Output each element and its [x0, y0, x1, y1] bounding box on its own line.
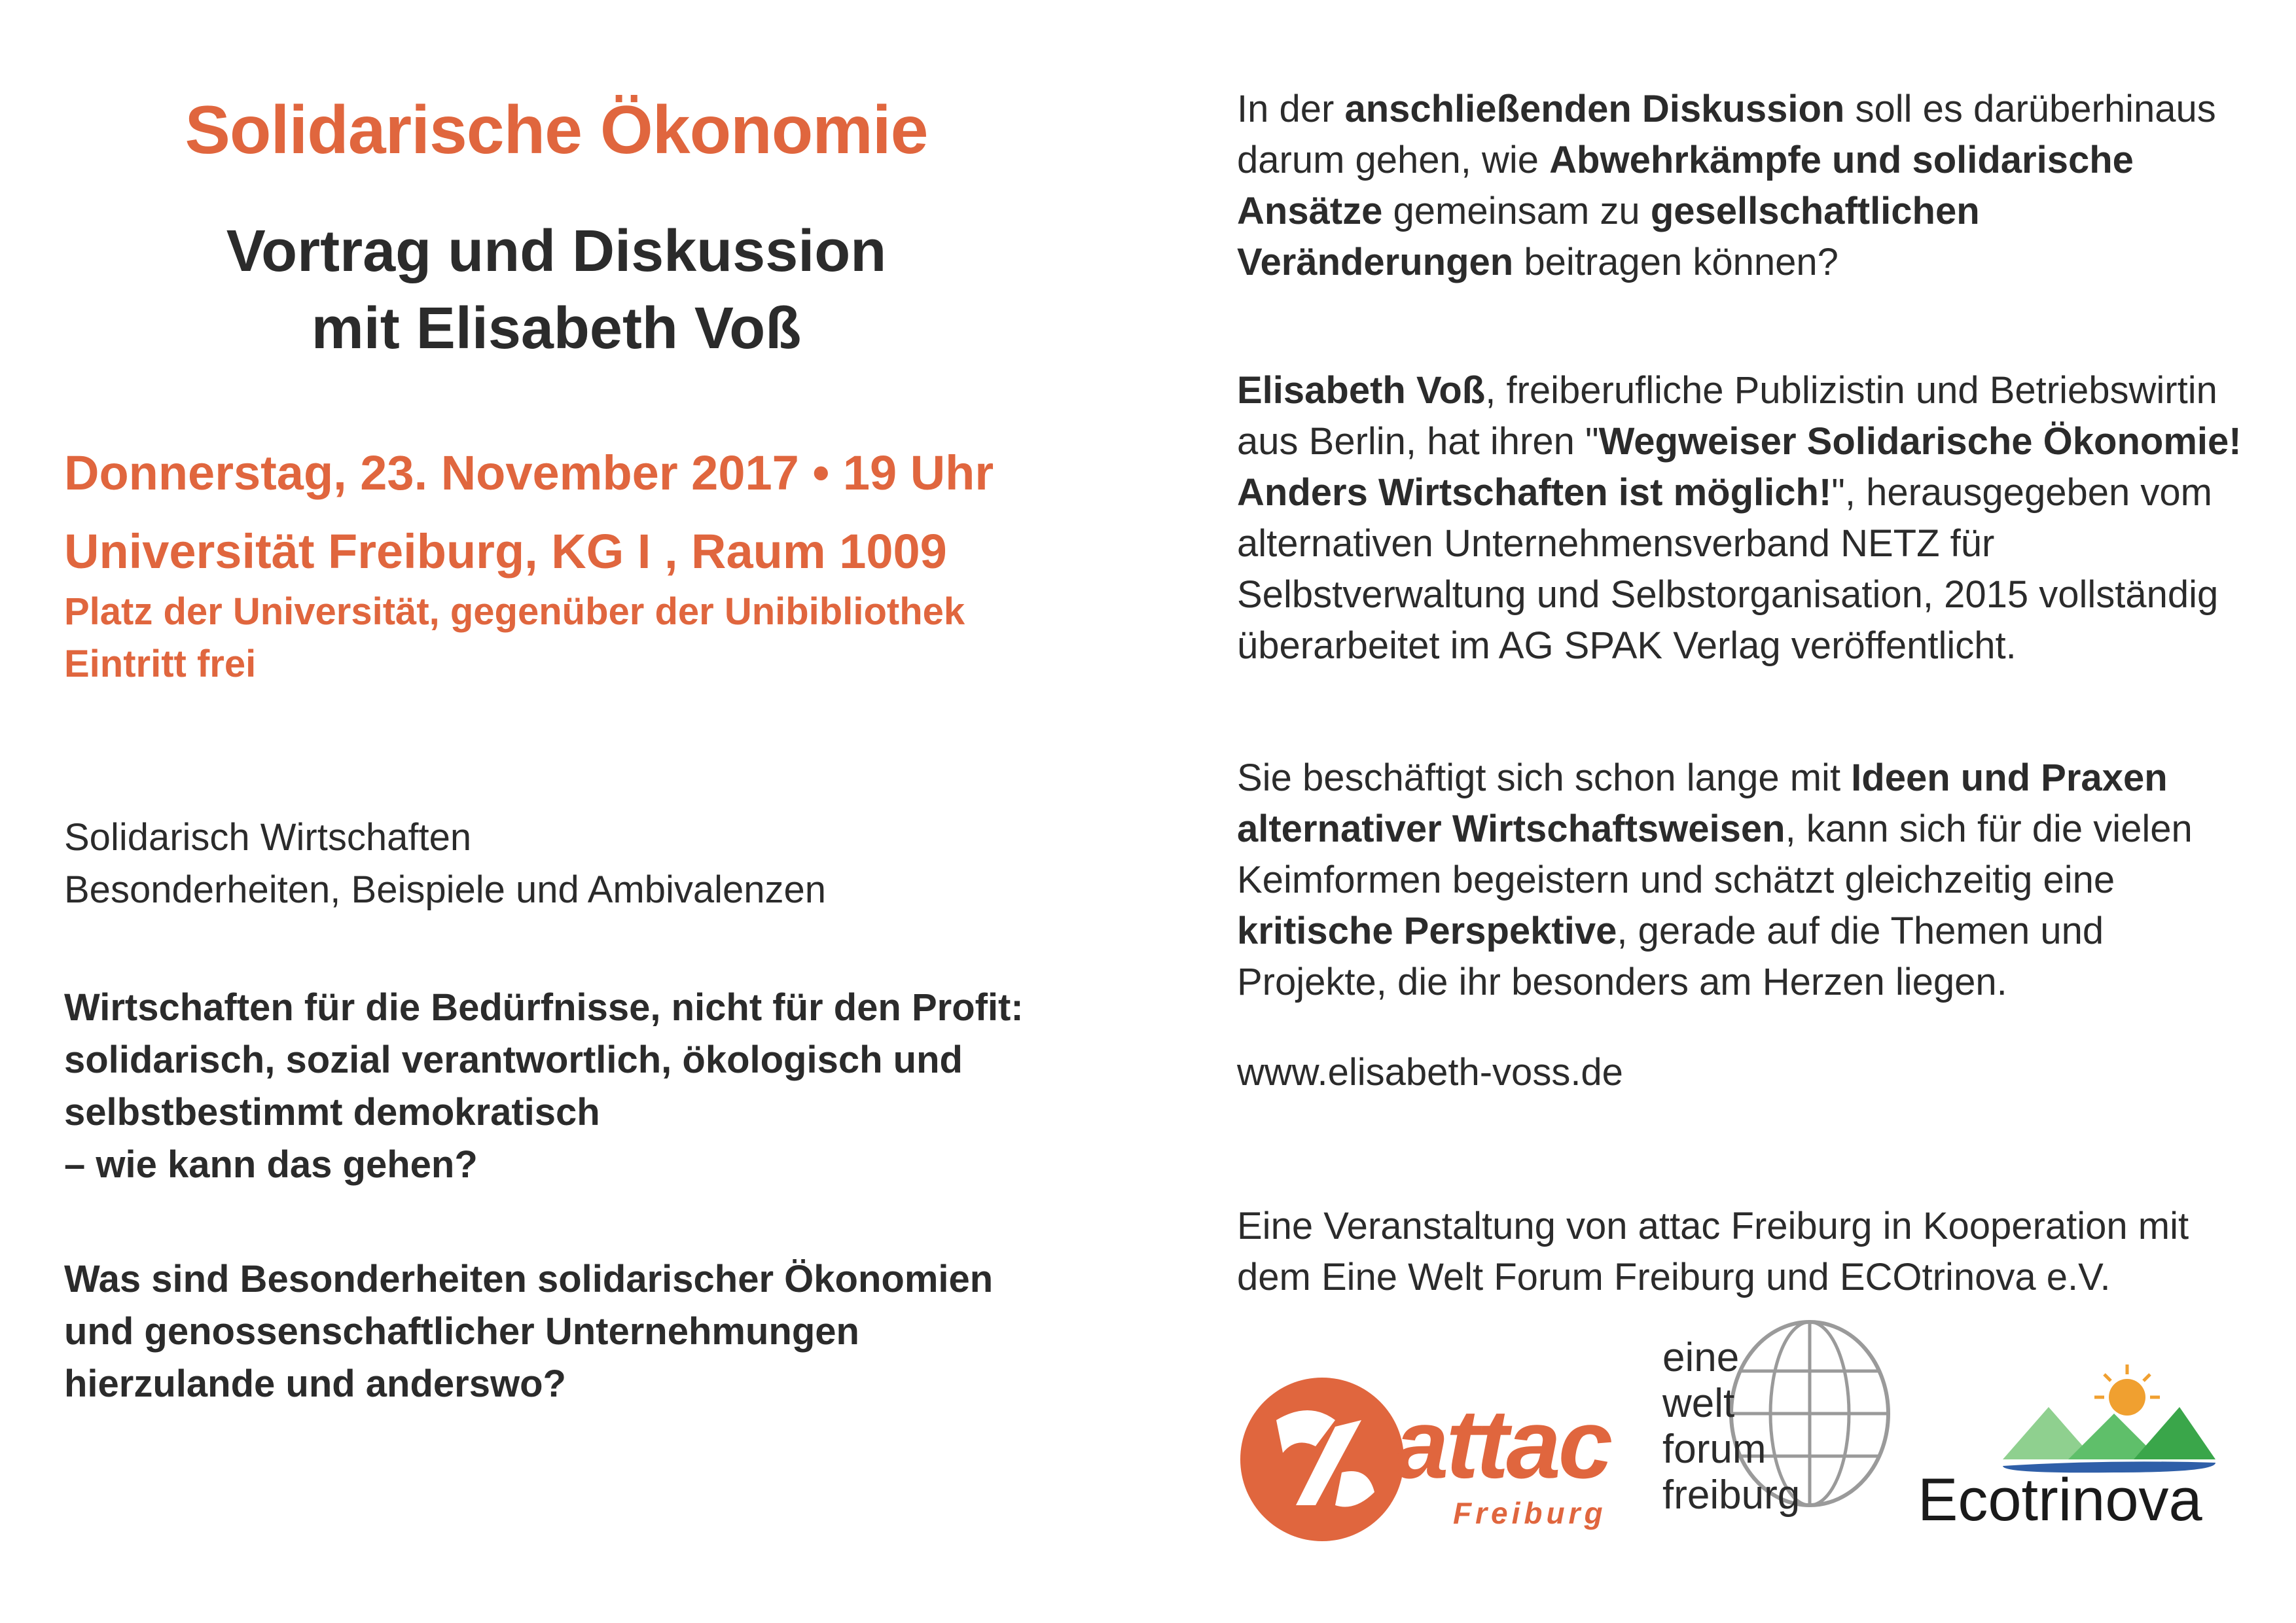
p2-bold-1: Elisabeth Voß [1237, 369, 1486, 412]
interest-paragraph [1237, 753, 2258, 1008]
p1-bold-2: Abwehrkämpfe und solidarische Ansätze [1237, 139, 2134, 232]
q1-line-4: – wie kann das gehen? [64, 1143, 478, 1186]
attac-city: Freiburg [1453, 1496, 1607, 1530]
p3-text-2: , kann sich für die vielen Keimformen begeistern und schätzt gleichzeitig eine [1237, 808, 2193, 901]
event-address: Platz der Universität, gegenüber der Unibibliothek [64, 590, 965, 633]
page-title: Solidarische Ökonomie [185, 92, 928, 168]
ewf-wordmark [1662, 1335, 1800, 1518]
ewf-line-3: forum [1662, 1427, 1767, 1472]
q2-line-2: und genossenschaftlicher Unternehmungen [64, 1310, 859, 1353]
q1-line-1: Wirtschaften für die Bedürfnisse, nicht für den Profit: [64, 986, 1024, 1029]
subtitle-line-2: mit Elisabeth Voß [311, 296, 802, 361]
eco-name: Ecotrinova [1918, 1467, 2202, 1533]
p1-text-1: In der [1237, 88, 1345, 130]
p1-text-3: gemeinsam zu [1382, 190, 1651, 232]
p1-bold-1: anschließenden Diskussion [1344, 88, 1845, 130]
ewf-line-4: freiburg [1662, 1472, 1801, 1518]
organizer-text: Eine Veranstaltung von attac Freiburg in Kooperation mit dem Eine Welt Forum Freiburg und ECOtrinova e.V. [1237, 1205, 2189, 1298]
event-place: Universität Freiburg, KG I , Raum 1009 [64, 524, 947, 579]
p3-bold-1: Ideen und Praxen alternativer Wirtschaftsweisen [1237, 757, 2168, 850]
p1-text-2: soll es darüberhinaus darum gehen, wie [1237, 88, 2216, 181]
event-entry: Eintritt frei [64, 643, 257, 685]
p2-text-1: , freiberufliche Publizistin und Betriebswirtin aus Berlin, hat ihren " [1237, 369, 2217, 463]
discussion-paragraph [1237, 84, 2258, 288]
p2-bold-2: Wegweiser Solidarische Ökonomie! Anders Wirtschaften ist möglich! [1237, 420, 2242, 514]
topic-line-1: Solidarisch Wirtschaften [64, 816, 472, 859]
speaker-paragraph [1237, 365, 2258, 671]
mountains-sun-icon [1918, 1361, 2219, 1479]
q2-line-3: hierzulande und anderswo? [64, 1363, 566, 1405]
topic-block [64, 812, 1111, 916]
subtitle [0, 213, 1113, 367]
question-block-1 [64, 982, 1111, 1191]
ewf-line-2: welt [1662, 1381, 1735, 1426]
ewf-line-1: eine [1662, 1335, 1740, 1380]
p1-text-4: beitragen können? [1513, 241, 1839, 283]
subtitle-line-1: Vortrag und Diskussion [226, 219, 887, 284]
attac-name: attac [1394, 1389, 1611, 1499]
p1-bold-3: gesellschaftlichen Veränderungen [1237, 190, 1980, 283]
p3-text-1: Sie beschäftigt sich schon lange mit [1237, 757, 1852, 799]
p3-text-3: , gerade auf die Themen und Projekte, die ihr besonders am Herzen liegen. [1237, 910, 2104, 1003]
p2-text-2: ", herausgegeben vom alternativen Unternehmensverband NETZ für Selbstverwaltung und Selbstorganisation, 2015 vollständig überarbeitet im AG SPAK Verlag veröffentlicht. [1237, 471, 2219, 667]
p3-bold-2: kritische Perspektive [1237, 910, 1617, 952]
website-link[interactable]: www.elisabeth-voss.de [1237, 1051, 1623, 1094]
q2-line-1: Was sind Besonderheiten solidarischer Ökonomien [64, 1258, 994, 1300]
event-address-block [64, 586, 965, 690]
topic-line-2: Besonderheiten, Beispiele und Ambivalenzen [64, 868, 827, 911]
attac-logo [1237, 1374, 1643, 1544]
attac-globe-icon [1237, 1374, 1407, 1544]
question-block-2 [64, 1253, 1111, 1410]
event-date: Donnerstag, 23. November 2017 • 19 Uhr [64, 446, 994, 500]
ecotrinova-logo [1918, 1361, 2219, 1538]
eine-welt-forum-logo [1662, 1315, 1898, 1531]
q1-line-3: selbstbestimmt demokratisch [64, 1091, 600, 1133]
q1-line-2: solidarisch, sozial verantwortlich, ökologisch und [64, 1039, 963, 1081]
